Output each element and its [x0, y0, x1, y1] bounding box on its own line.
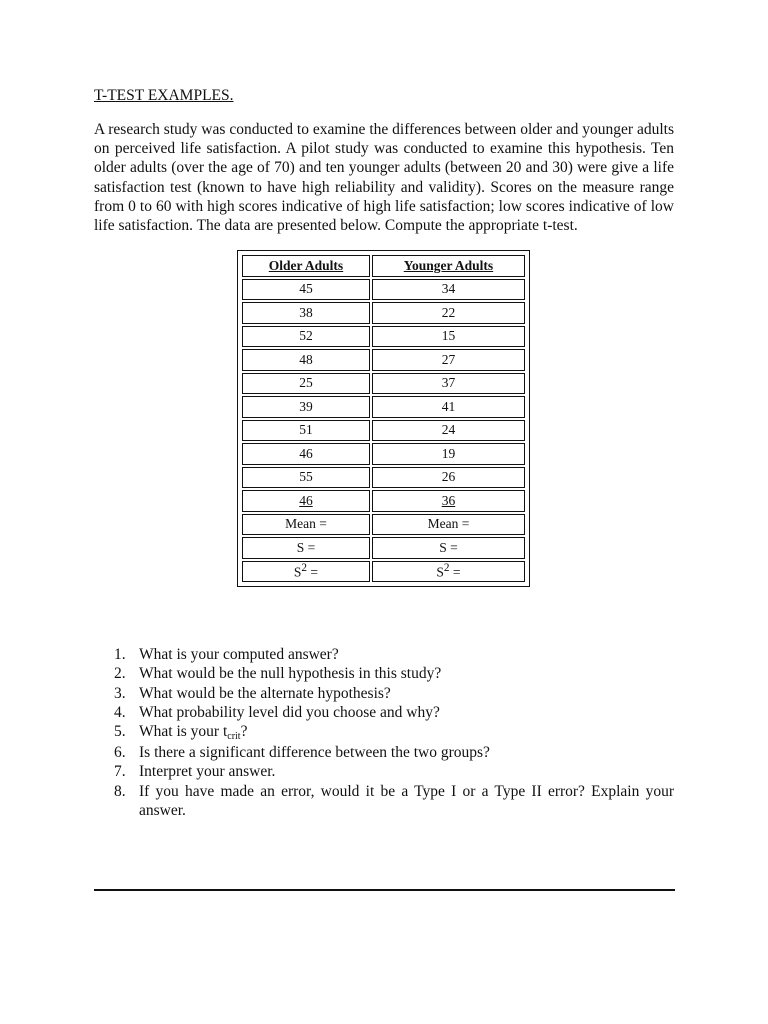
table-header-row [242, 255, 525, 277]
table-row [242, 326, 525, 348]
older-mean-cell: Mean = [242, 514, 370, 536]
younger-cell: 19 [372, 443, 525, 465]
younger-cell: 27 [372, 349, 525, 371]
question-text-part: What is your t [139, 723, 228, 741]
question-number: 8. [114, 782, 126, 800]
question-text-part: ? [240, 723, 248, 741]
older-sd-cell: S = [242, 537, 370, 559]
younger-cell: 26 [372, 467, 525, 489]
table-row [242, 490, 525, 512]
older-cell: 55 [242, 467, 370, 489]
question-text: Is there a significant difference between the two groups? [139, 744, 490, 762]
question-number: 4. [114, 703, 126, 721]
question-text [139, 722, 674, 743]
older-cell [242, 490, 370, 512]
older-cell: 52 [242, 326, 370, 348]
younger-cell: 34 [372, 279, 525, 301]
younger-sd-cell: S = [372, 537, 525, 559]
younger-mean-cell: Mean = [372, 514, 525, 536]
older-cell: 25 [242, 373, 370, 395]
question-number: 3. [114, 684, 126, 702]
variance-equals: = [307, 564, 319, 580]
younger-cell: 41 [372, 396, 525, 418]
question-text: What would be the alternate hypothesis? [139, 684, 391, 702]
question-text: What would be the null hypothesis in this study? [139, 665, 442, 683]
intro-paragraph: A research study was conducted to examine the differences between older and younger adults on perceived life satisfaction. A pilot study was conducted to examine this hypothesis. Ten older adults (over the age of 70) and ten younger adults (between 20 and 30) were give a life satisfaction test (known to have high reliability and validity). Scores on the measure range from 0 to 60 with high scores indicative of high life satisfaction; low scores indicative of low life satisfaction. The data are presented below. Compute the appropriate t-test. [94, 121, 674, 235]
data-table-frame [237, 250, 530, 587]
older-variance-cell [242, 561, 370, 583]
table-row [242, 443, 525, 465]
variance-exponent: 2 [301, 562, 308, 575]
younger-cell: 24 [372, 420, 525, 442]
question-number: 7. [114, 763, 126, 781]
younger-cell: 15 [372, 326, 525, 348]
question-item [94, 782, 674, 820]
younger-cell: 22 [372, 302, 525, 324]
document-title: T-TEST EXAMPLES. [94, 87, 234, 104]
sd-row [242, 537, 525, 559]
younger-cell: 37 [372, 373, 525, 395]
variance-equals: = [449, 564, 461, 580]
table-row [242, 349, 525, 371]
question-text: What is your computed answer? [139, 646, 339, 664]
question-number: 5. [114, 723, 126, 741]
question-number: 2. [114, 665, 126, 683]
question-number: 1. [114, 646, 126, 664]
question-item [94, 645, 674, 664]
footer-rule [94, 889, 675, 891]
table-row [242, 396, 525, 418]
variance-row [242, 561, 525, 583]
question-item [94, 703, 674, 722]
tcrit-subscript: crit [227, 731, 241, 743]
header-older-adults: Older Adults [242, 255, 370, 277]
table-row [242, 467, 525, 489]
older-cell: 46 [242, 443, 370, 465]
table-row [242, 420, 525, 442]
header-younger-adults: Younger Adults [372, 255, 525, 277]
older-last-value: 46 [299, 492, 313, 508]
variance-symbol: S [436, 564, 444, 580]
document-page [94, 86, 674, 820]
older-cell: 45 [242, 279, 370, 301]
question-text: Interpret your answer. [139, 763, 276, 781]
question-item [94, 722, 674, 743]
younger-cell [372, 490, 525, 512]
question-number: 6. [114, 744, 126, 762]
table-row [242, 302, 525, 324]
table-row [242, 279, 525, 301]
data-table [240, 253, 527, 584]
older-cell: 39 [242, 396, 370, 418]
question-text: What probability level did you choose and why? [139, 703, 440, 721]
question-text: If you have made an error, would it be a Type I or a Type II error? Explain your answer. [139, 782, 674, 819]
table-row [242, 373, 525, 395]
question-item [94, 664, 674, 683]
question-item [94, 762, 674, 781]
questions-list [94, 645, 674, 820]
variance-exponent: 2 [443, 562, 450, 575]
younger-variance-cell [372, 561, 525, 583]
older-cell: 51 [242, 420, 370, 442]
older-cell: 38 [242, 302, 370, 324]
older-cell: 48 [242, 349, 370, 371]
variance-symbol: S [293, 564, 302, 580]
younger-last-value: 36 [441, 492, 456, 508]
question-item [94, 684, 674, 703]
question-item [94, 743, 674, 762]
mean-row [242, 514, 525, 536]
